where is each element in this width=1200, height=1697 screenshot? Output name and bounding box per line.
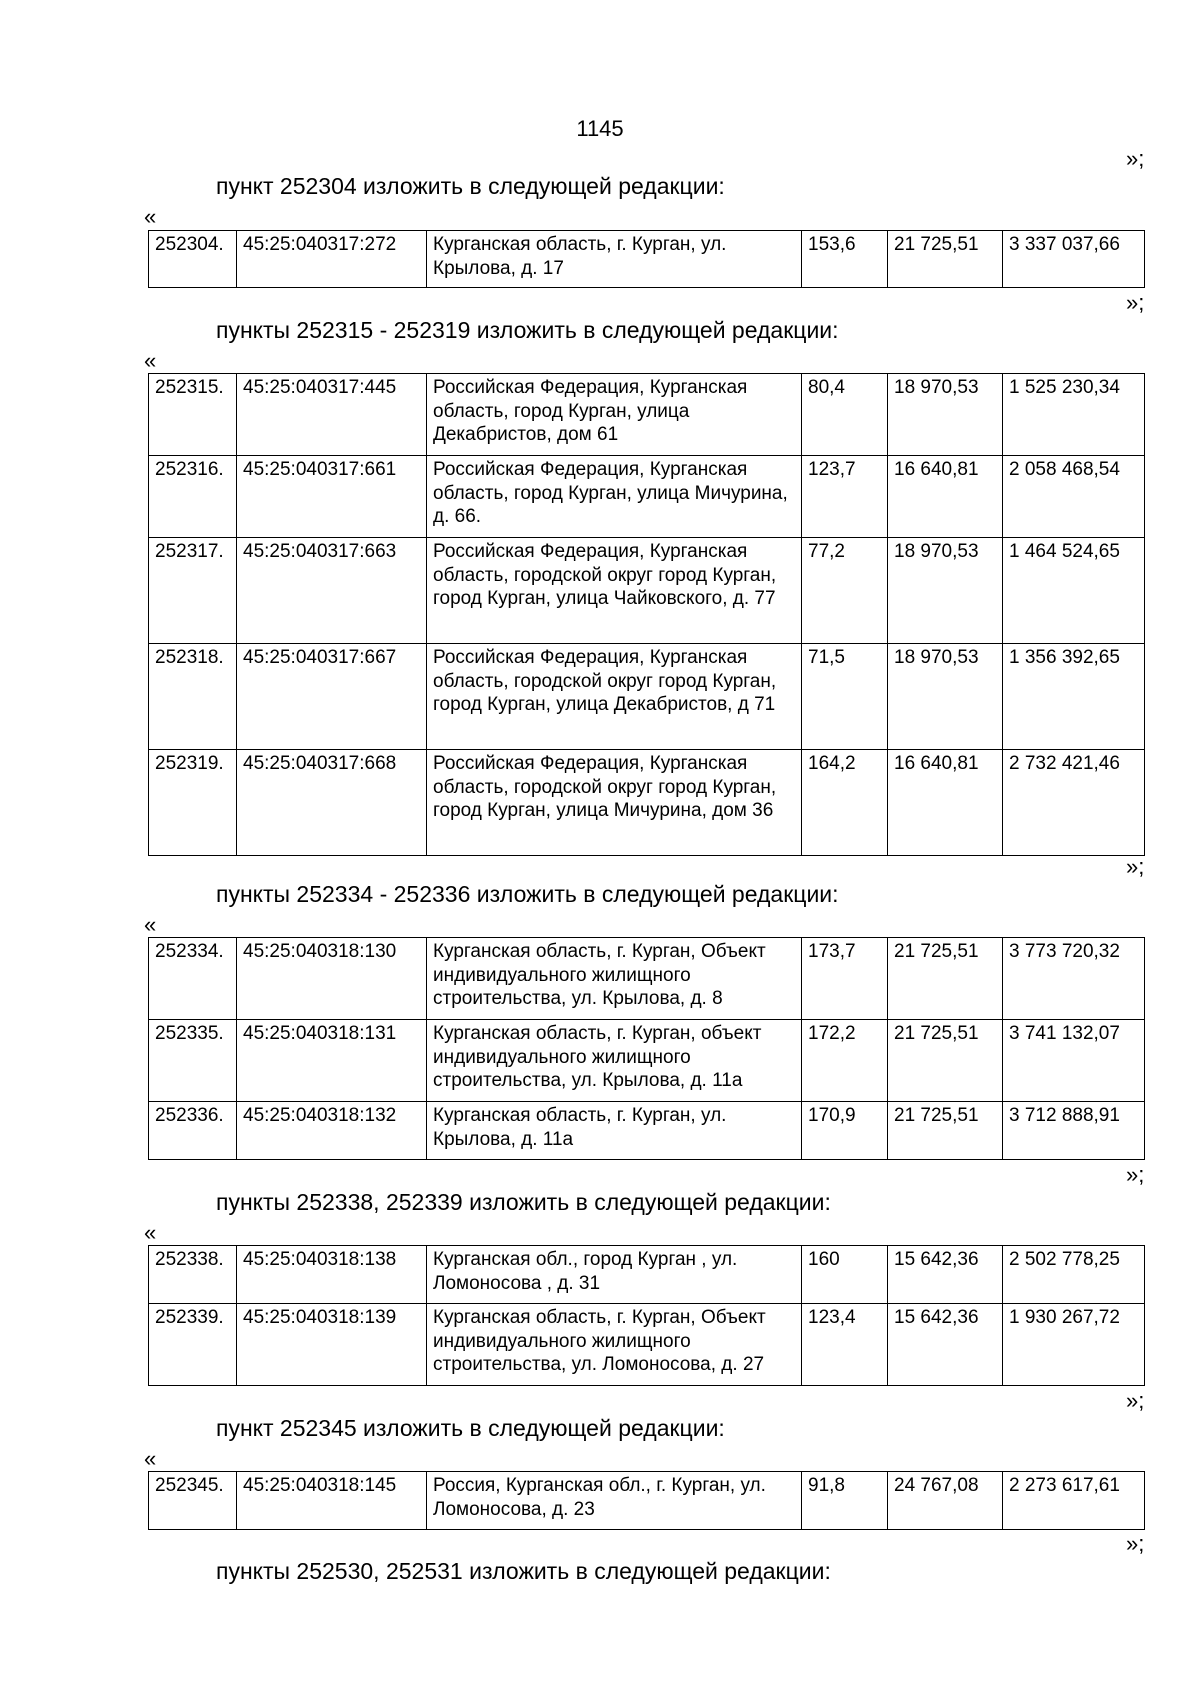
specific-value: 15 642,36: [888, 1304, 1003, 1386]
cadastral-number: 45:25:040318:139: [237, 1304, 427, 1386]
area: 77,2: [802, 538, 888, 644]
cadastral-value: 1 356 392,65: [1003, 644, 1145, 750]
closing-quote: »;: [1126, 146, 1145, 171]
cadastral-value: 1 525 230,34: [1003, 374, 1145, 456]
table-row: [149, 1020, 1145, 1102]
table-row: [149, 538, 1145, 644]
area: 123,4: [802, 1304, 888, 1386]
cadastral-value: 1 464 524,65: [1003, 538, 1145, 644]
address: Курганская обл., город Курган , ул. Ломоносова , д. 31: [427, 1246, 802, 1304]
area: 172,2: [802, 1020, 888, 1102]
closing-quote: »;: [1126, 1162, 1145, 1187]
property-table: [148, 373, 1145, 856]
table-row: [149, 231, 1145, 288]
area: 164,2: [802, 750, 888, 856]
cadastral-value: 2 502 778,25: [1003, 1246, 1145, 1304]
area: 170,9: [802, 1102, 888, 1160]
specific-value: 15 642,36: [888, 1246, 1003, 1304]
section-heading: пункты 252530, 252531 изложить в следующей редакции:: [216, 1558, 831, 1584]
area: 91,8: [802, 1472, 888, 1530]
address: Российская Федерация, Курганская область, город Курган, улица Мичурина, д. 66.: [427, 456, 802, 538]
item-number: 252317.: [149, 538, 237, 644]
item-number: 252338.: [149, 1246, 237, 1304]
cadastral-value: 3 337 037,66: [1003, 231, 1145, 288]
cadastral-value: 2 732 421,46: [1003, 750, 1145, 856]
item-number: 252334.: [149, 938, 237, 1020]
specific-value: 24 767,08: [888, 1472, 1003, 1530]
cadastral-number: 45:25:040317:667: [237, 644, 427, 750]
specific-value: 18 970,53: [888, 538, 1003, 644]
table-row: [149, 1304, 1145, 1386]
opening-quote: «: [144, 912, 157, 937]
cadastral-number: 45:25:040317:661: [237, 456, 427, 538]
section-heading: пункты 252334 - 252336 изложить в следующей редакции:: [216, 881, 839, 907]
address: Российская Федерация, Курганская область, город Курган, улица Декабристов, дом 61: [427, 374, 802, 456]
table-row: [149, 1102, 1145, 1160]
item-number: 252345.: [149, 1472, 237, 1530]
closing-quote: »;: [1126, 854, 1145, 879]
table-row: [149, 374, 1145, 456]
address: Курганская область, г. Курган, ул. Крылова, д. 17: [427, 231, 802, 288]
table-row: [149, 456, 1145, 538]
address: Российская Федерация, Курганская область, городской округ город Курган, город Курган, улица Декабристов, д 71: [427, 644, 802, 750]
property-table: [148, 1245, 1145, 1386]
closing-quote: »;: [1126, 290, 1145, 315]
specific-value: 16 640,81: [888, 750, 1003, 856]
specific-value: 18 970,53: [888, 374, 1003, 456]
cadastral-number: 45:25:040317:663: [237, 538, 427, 644]
area: 153,6: [802, 231, 888, 288]
closing-quote: »;: [1126, 1531, 1145, 1556]
cadastral-number: 45:25:040318:131: [237, 1020, 427, 1102]
item-number: 252335.: [149, 1020, 237, 1102]
cadastral-number: 45:25:040317:445: [237, 374, 427, 456]
specific-value: 21 725,51: [888, 1020, 1003, 1102]
address: Курганская область, г. Курган, объект индивидуального жилищного строительства, ул. Крылова, д. 11а: [427, 1020, 802, 1102]
property-table: [148, 937, 1145, 1160]
item-number: 252319.: [149, 750, 237, 856]
cadastral-value: 3 741 132,07: [1003, 1020, 1145, 1102]
closing-quote: »;: [1126, 1388, 1145, 1413]
property-table: [148, 230, 1145, 288]
cadastral-number: 45:25:040318:138: [237, 1246, 427, 1304]
cadastral-number: 45:25:040317:272: [237, 231, 427, 288]
item-number: 252316.: [149, 456, 237, 538]
specific-value: 16 640,81: [888, 456, 1003, 538]
section-heading: пункты 252338, 252339 изложить в следующей редакции:: [216, 1189, 831, 1215]
address: Россия, Курганская обл., г. Курган, ул. Ломоносова, д. 23: [427, 1472, 802, 1530]
cadastral-number: 45:25:040318:145: [237, 1472, 427, 1530]
cadastral-value: 3 773 720,32: [1003, 938, 1145, 1020]
address: Курганская область, г. Курган, Объект индивидуального жилищного строительства, ул. Ломоносова, д. 27: [427, 1304, 802, 1386]
cadastral-number: 45:25:040318:130: [237, 938, 427, 1020]
item-number: 252318.: [149, 644, 237, 750]
specific-value: 21 725,51: [888, 231, 1003, 288]
area: 173,7: [802, 938, 888, 1020]
cadastral-number: 45:25:040318:132: [237, 1102, 427, 1160]
cadastral-value: 2 058 468,54: [1003, 456, 1145, 538]
opening-quote: «: [144, 1446, 157, 1471]
table-row: [149, 1246, 1145, 1304]
area: 160: [802, 1246, 888, 1304]
opening-quote: «: [144, 348, 157, 373]
address: Курганская область, г. Курган, ул. Крылова, д. 11а: [427, 1102, 802, 1160]
specific-value: 18 970,53: [888, 644, 1003, 750]
specific-value: 21 725,51: [888, 1102, 1003, 1160]
cadastral-value: 2 273 617,61: [1003, 1472, 1145, 1530]
specific-value: 21 725,51: [888, 938, 1003, 1020]
section-heading: пункт 252304 изложить в следующей редакции:: [216, 173, 725, 199]
table-row: [149, 644, 1145, 750]
address: Российская Федерация, Курганская область, городской округ город Курган, город Курган, улица Мичурина, дом 36: [427, 750, 802, 856]
opening-quote: «: [144, 1220, 157, 1245]
opening-quote: «: [144, 204, 157, 229]
area: 80,4: [802, 374, 888, 456]
property-table: [148, 1471, 1145, 1530]
area: 123,7: [802, 456, 888, 538]
section-heading: пункты 252315 - 252319 изложить в следующей редакции:: [216, 317, 839, 343]
address: Российская Федерация, Курганская область, городской округ город Курган, город Курган, улица Чайковского, д. 77: [427, 538, 802, 644]
page-number: 1145: [576, 116, 624, 141]
address: Курганская область, г. Курган, Объект индивидуального жилищного строительства, ул. Крылова, д. 8: [427, 938, 802, 1020]
item-number: 252339.: [149, 1304, 237, 1386]
section-heading: пункт 252345 изложить в следующей редакции:: [216, 1415, 725, 1441]
cadastral-number: 45:25:040317:668: [237, 750, 427, 856]
cadastral-value: 1 930 267,72: [1003, 1304, 1145, 1386]
area: 71,5: [802, 644, 888, 750]
item-number: 252336.: [149, 1102, 237, 1160]
cadastral-value: 3 712 888,91: [1003, 1102, 1145, 1160]
table-row: [149, 750, 1145, 856]
item-number: 252304.: [149, 231, 237, 288]
table-row: [149, 1472, 1145, 1530]
item-number: 252315.: [149, 374, 237, 456]
table-row: [149, 938, 1145, 1020]
